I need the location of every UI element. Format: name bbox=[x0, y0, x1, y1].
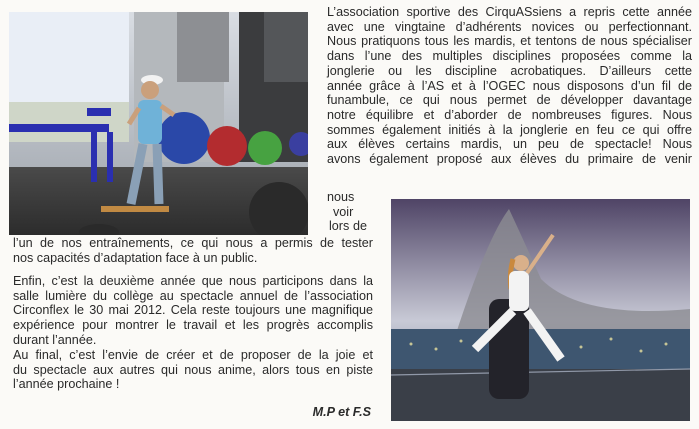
text-line: l’année prochaine ! bbox=[13, 377, 120, 392]
text-line: dans l’une des multiples disciplines proposées comme la bbox=[327, 49, 692, 64]
text-line: Au final, c’est l’envie de créer et de proposer de la joie et bbox=[13, 348, 373, 362]
text-line: aux élèves certains mardis, un peu de spectacle! Nous bbox=[327, 137, 692, 152]
photo-balance-board bbox=[9, 12, 308, 235]
text-line: nos capacités d’adaptation face à un public. bbox=[13, 250, 258, 265]
text-line: Circonflex le 30 mai 2012. Cela reste toujours une magnifique bbox=[13, 303, 373, 318]
article-paragraph-1-continued bbox=[13, 236, 373, 265]
article-paragraph-1 bbox=[327, 5, 692, 167]
author-signature: M.P et F.S bbox=[312, 405, 371, 419]
text-line: jonglerie ou les discipline acrobatiques. D’ailleurs cette bbox=[327, 63, 692, 78]
text-line: avons également proposé aux élèves du primaire de venir bbox=[327, 152, 692, 167]
text-line: funambule, ce qui nous permet de développer davantage bbox=[327, 93, 692, 108]
text-word-lors: lors de bbox=[329, 219, 367, 233]
text-line: Nous pratiquons tous les mardis, et tentons de nous spécialiser bbox=[327, 34, 692, 49]
text-line: année grâce à l’AS et à l’OGEC nous disposons d’un fil de bbox=[327, 78, 692, 93]
article-paragraph-3 bbox=[13, 348, 373, 392]
text-line: avec une vingtaine d’adhérents novices ou perfectionnant. bbox=[327, 19, 692, 34]
text-word-voir: voir bbox=[333, 205, 354, 219]
text-line: notre équilibre et d’aborder de nombreuses figures. Nous bbox=[327, 107, 692, 122]
text-line: L’association sportive des CirquASsiens a repris cette année bbox=[327, 5, 692, 19]
text-line: sommes également initiés à la jonglerie en feu ce qui offre bbox=[327, 122, 692, 137]
photo-acrobat-stage bbox=[391, 199, 690, 421]
text-line: l’un de nos entraînements, ce qui nous a permis de tester bbox=[13, 236, 373, 250]
text-line: du spectacle aux autres qui nous anime, alors tous en piste bbox=[13, 362, 373, 377]
text-line: salle lumière du collège au spectacle annuel de l’association bbox=[13, 288, 373, 303]
text-word-nous: nous bbox=[327, 190, 355, 204]
text-line: Enfin, c’est la deuxième année que nous participons dans la bbox=[13, 274, 373, 288]
text-line: durant l’année. bbox=[13, 332, 97, 347]
article-paragraph-2 bbox=[13, 274, 373, 348]
text-line: expérience pour montrer le travail et les progrès accomplis bbox=[13, 318, 373, 333]
